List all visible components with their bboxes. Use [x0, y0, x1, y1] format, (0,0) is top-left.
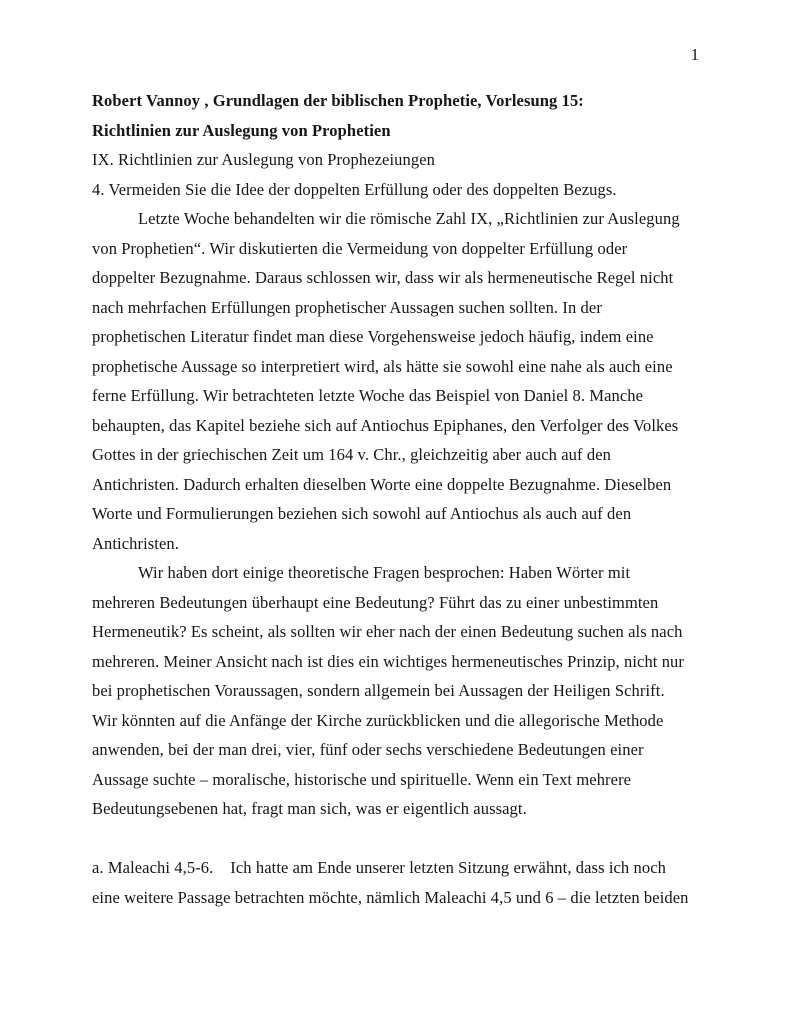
lecture-title-line-2: Richtlinien zur Auslegung von Prophetien — [92, 120, 391, 140]
blank-line — [92, 824, 732, 854]
text-line: prophetischen Literatur findet man diese Vorgehensweise jedoch häufig, indem eine — [92, 327, 654, 346]
text-line: Gottes in der griechischen Zeit um 164 v. Chr., gleichzeitig aber auch auf den — [92, 445, 611, 464]
text-line: prophetische Aussage so interpretiert wird, als hätte sie sowohl eine nahe als auch eine — [92, 356, 673, 376]
text-line: Hermeneutik? Es scheint, als sollten wir eher nach der einen Bedeutung suchen als nach — [92, 622, 683, 641]
paragraph-2 — [92, 558, 732, 824]
text-line: behaupten, das Kapitel beziehe sich auf Antiochus Epiphanes, den Verfolger des Volkes — [92, 415, 679, 435]
text-line: von Prophetien“. Wir diskutierten die Vermeidung von doppelter Erfüllung oder — [92, 238, 628, 258]
text-line: Wir könnten auf die Anfänge der Kirche zurückblicken und die allegorische Methode — [92, 710, 664, 730]
paragraph-3 — [92, 853, 732, 912]
document-content — [92, 86, 732, 912]
text-line: ferne Erfüllung. Wir betrachteten letzte Woche das Beispiel von Daniel 8. Manche — [92, 386, 644, 405]
text-line: mehreren Bedeutungen überhaupt eine Bedeutung? Führt das zu einer unbestimmten — [92, 592, 659, 612]
text-line: doppelter Bezugnahme. Daraus schlossen wir, dass wir als hermeneutische Regel nicht — [92, 268, 674, 287]
text-line: eine weitere Passage betrachten möchte, nämlich Maleachi 4,5 und 6 – die letzten beiden — [92, 887, 689, 907]
text-line: mehreren. Meiner Ansicht nach ist dies ein wichtiges hermeneutisches Prinzip, nicht nur — [92, 651, 684, 671]
text-line: Wir haben dort einige theoretische Fragen besprochen: Haben Wörter mit — [138, 563, 631, 582]
text-line: Worte und Formulierungen beziehen sich sowohl auf Antiochus als auch auf den — [92, 504, 632, 523]
point-heading: 4. Vermeiden Sie die Idee der doppelten Erfüllung oder des doppelten Bezugs. — [92, 179, 617, 199]
text-line: anwenden, bei der man drei, vier, fünf oder sechs verschiedene Bedeutungen einer — [92, 740, 644, 759]
text-line: a. Maleachi 4,5-6. Ich hatte am Ende unserer letzten Sitzung erwähnt, dass ich noch — [92, 858, 666, 877]
text-line: bei prophetischen Voraussagen, sondern allgemein bei Aussagen der Heiligen Schrift. — [92, 681, 665, 700]
text-line: nach mehrfachen Erfüllungen prophetischer Aussagen suchen sollten. In der — [92, 297, 602, 317]
outline-heading: IX. Richtlinien zur Auslegung von Prophezeiungen — [92, 150, 435, 169]
text-line: Antichristen. — [92, 533, 179, 553]
lecture-title-line-1: Robert Vannoy , Grundlagen der biblischen Prophetie, Vorlesung 15: — [92, 91, 584, 110]
page-number: 1 — [690, 45, 699, 64]
paragraph-1 — [92, 204, 732, 558]
text-line: Aussage suchte – moralische, historische und spirituelle. Wenn ein Text mehrere — [92, 769, 632, 789]
text-line: Antichristen. Dadurch erhalten dieselben Worte eine doppelte Bezugnahme. Dieselben — [92, 474, 672, 494]
text-line: Bedeutungsebenen hat, fragt man sich, was er eigentlich aussagt. — [92, 799, 527, 818]
text-line: Letzte Woche behandelten wir die römische Zahl IX, „Richtlinien zur Auslegung — [138, 209, 680, 228]
